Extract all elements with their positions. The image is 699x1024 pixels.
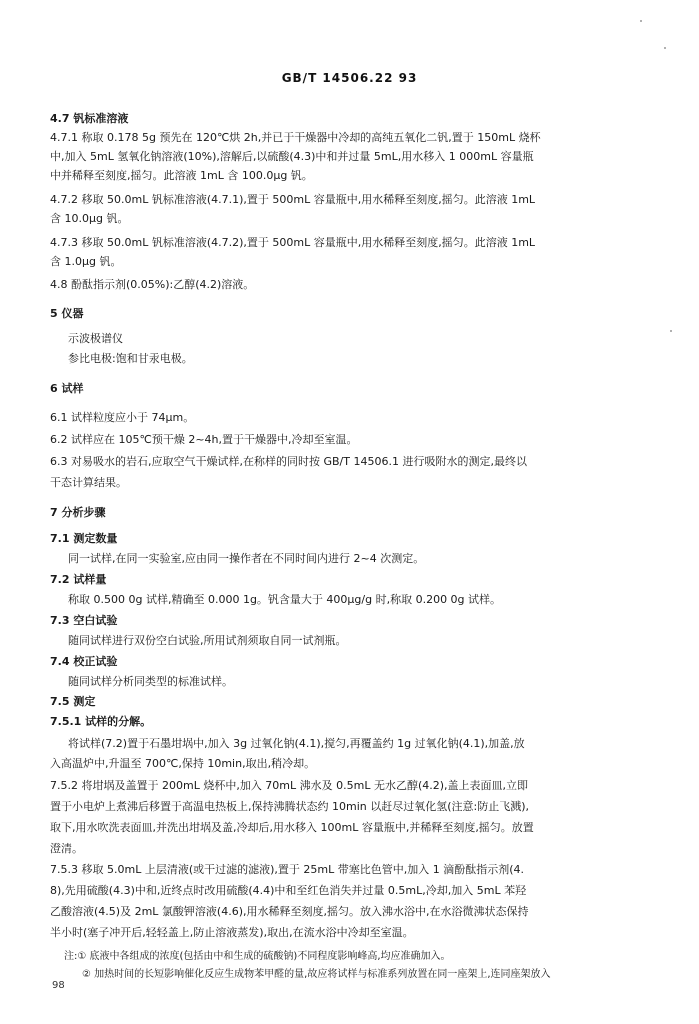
paragraph-line: 6.2 试样应在 105℃预干燥 2~4h,置于干燥器中,冷却至室温。 — [50, 433, 358, 446]
section-4-7-heading: 4.7 钒标准溶液 — [50, 112, 129, 125]
subsection-heading: 7.4 校正试验 — [50, 655, 118, 668]
paragraph-line: 同一试样,在同一实验室,应由同一操作者在不同时间内进行 2~4 次测定。 — [68, 552, 425, 565]
paragraph-line: 7.5.2 将坩埚及盖置于 200mL 烧杯中,加入 70mL 沸水及 0.5mL 无水乙醇(4.2),盖上表面皿,立即 — [50, 779, 529, 792]
paragraph-line: 6.3 对易吸水的岩石,应取空气干燥试样,在称样的同时按 GB/T 14506.1 进行吸附水的测定,最终以 — [50, 455, 527, 468]
subsection-heading: 7.2 试样量 — [50, 573, 107, 586]
paragraph-line: 半小时(塞子冲开后,轻轻盖上,防止溶液蒸发),取出,在流水浴中冷却至室温。 — [50, 926, 414, 939]
paragraph-line: 将试样(7.2)置于石墨坩埚中,加入 3g 过氧化钠(4.1),搅匀,再覆盖约 1g 过氧化钠(4.1),加盖,放 — [68, 737, 525, 750]
paragraph-line: 称取 0.500 0g 试样,精确至 0.000 1g。钒含量大于 400μg/g 时,称取 0.200 0g 试样。 — [68, 593, 502, 606]
paragraph-line: 乙酸溶液(4.5)及 2mL 氯酸钾溶液(4.6),用水稀释至刻度,摇匀。放入沸水浴中,在水浴微沸状态保持 — [50, 905, 529, 918]
paragraph-line: 随同试样分析同类型的标准试样。 — [68, 675, 233, 688]
paragraph-line: 8),先用硫酸(4.3)中和,近终点时改用硫酸(4.4)中和至红色消失并过量 0.5mL,冷却,加入 5mL 苯羟 — [50, 884, 527, 897]
paragraph-line: 置于小电炉上煮沸后移置于高温电热板上,保持沸腾状态约 10min 以赶尽过氧化氢(注意:防止飞溅), — [50, 800, 530, 813]
subsection-heading: 7.5 测定 — [50, 695, 96, 708]
page-header: GB/T 14506.22 93 — [281, 71, 418, 85]
paragraph-line: 参比电极:饱和甘汞电极。 — [68, 352, 193, 365]
paragraph-line: 中,加入 5mL 氢氧化钠溶液(10%),溶解后,以硫酸(4.3)中和并过量 5mL,用水移入 1 000mL 容量瓶 — [50, 150, 534, 163]
paragraph-line: 4.7.3 移取 50.0mL 钒标准溶液(4.7.2),置于 500mL 容量瓶中,用水稀释至刻度,摇匀。此溶液 1mL — [50, 236, 536, 249]
paragraph-line: 含 10.0μg 钒。 — [50, 212, 129, 225]
paragraph-line: 示波极谱仪 — [68, 332, 123, 345]
scan-speck — [670, 330, 672, 332]
scan-speck — [640, 20, 642, 22]
paragraph-line: 中并稀释至刻度,摇匀。此溶液 1mL 含 100.0μg 钒。 — [50, 169, 313, 182]
paragraph-line: 干态计算结果。 — [50, 476, 127, 489]
scan-speck — [664, 47, 666, 49]
paragraph-line: 7.5.3 移取 5.0mL 上层清液(或干过滤的滤液),置于 25mL 带塞比色管中,加入 1 滴酚酞指示剂(4. — [50, 863, 525, 876]
section-6-heading: 6 试样 — [50, 382, 84, 395]
paragraph-line: 取下,用水吹洗表面皿,并洗出坩埚及盖,冷却后,用水移入 100mL 容量瓶中,并稀释至刻度,摇匀。放置 — [50, 821, 534, 834]
section-7-heading: 7 分析步骤 — [50, 506, 106, 519]
section-5-heading: 5 仪器 — [50, 307, 84, 320]
page-number: 98 — [52, 980, 65, 991]
subsection-heading: 7.3 空白试验 — [50, 614, 118, 627]
subsection-heading: 7.5.1 试样的分解。 — [50, 715, 152, 728]
note-line: ② 加热时间的长短影响催化反应生成物苯甲醛的量,故应将试样与标准系列放置在同一座架上,连同座架放入 — [82, 969, 551, 980]
paragraph-line: 4.8 酚酞指示剂(0.05%):乙醇(4.2)溶液。 — [50, 278, 255, 291]
paragraph-line: 入高温炉中,升温至 700℃,保持 10min,取出,稍冷却。 — [50, 757, 316, 770]
paragraph-line: 4.7.1 称取 0.178 5g 预先在 120℃烘 2h,并已于干燥器中冷却的高纯五氧化二钒,置于 150mL 烧杯 — [50, 131, 541, 144]
paragraph-line: 4.7.2 移取 50.0mL 钒标准溶液(4.7.1),置于 500mL 容量瓶中,用水稀释至刻度,摇匀。此溶液 1mL — [50, 193, 536, 206]
paragraph-line: 含 1.0μg 钒。 — [50, 255, 122, 268]
paragraph-line: 澄清。 — [50, 842, 83, 855]
subsection-heading: 7.1 测定数量 — [50, 532, 118, 545]
paragraph-line: 随同试样进行双份空白试验,所用试剂须取自同一试剂瓶。 — [68, 634, 347, 647]
note-line: 注:① 底液中各组成的浓度(包括由中和生成的硫酸钠)不同程度影响峰高,均应准确加入。 — [64, 951, 451, 962]
paragraph-line: 6.1 试样粒度应小于 74μm。 — [50, 411, 195, 424]
